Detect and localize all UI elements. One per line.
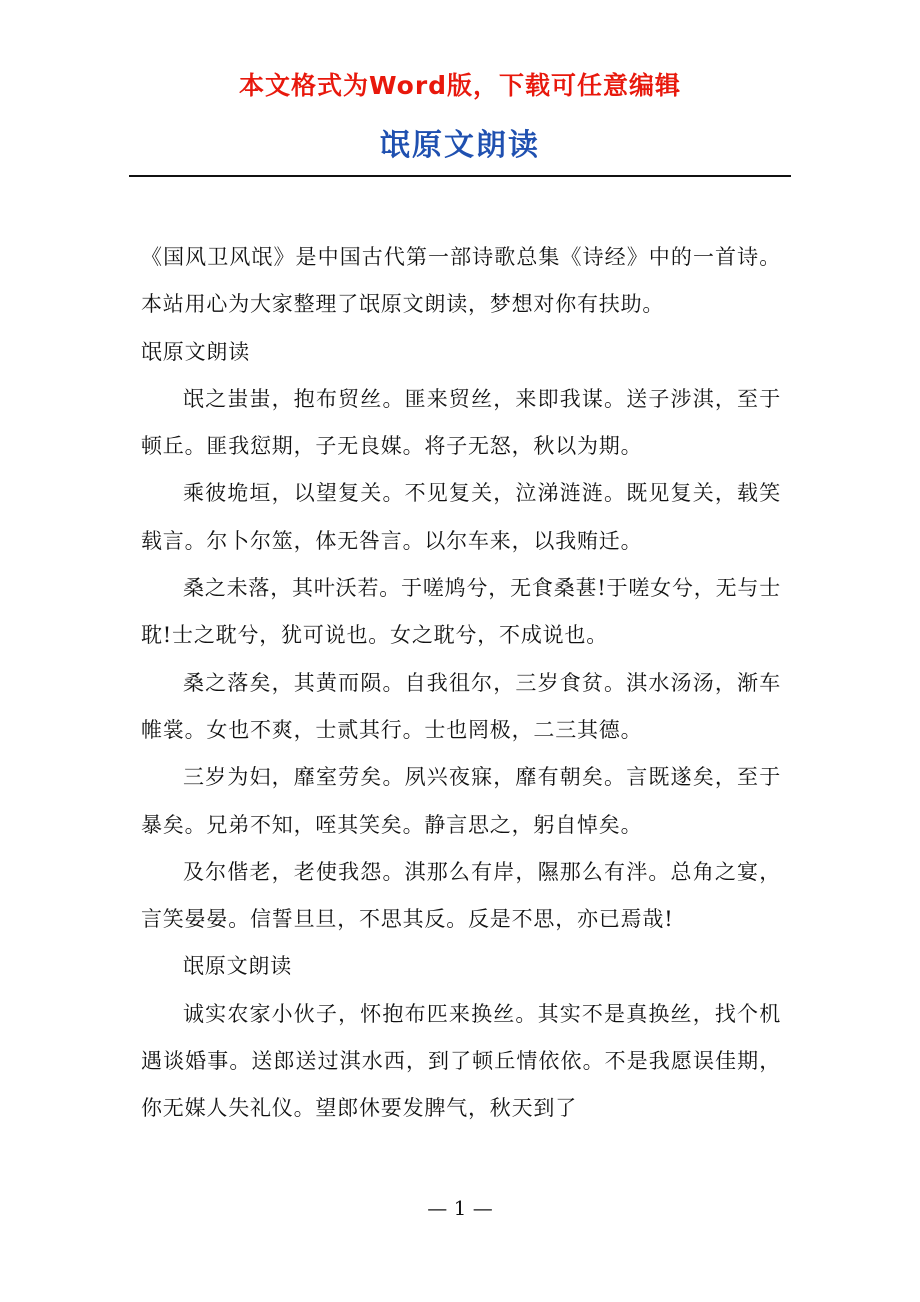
document-title: 氓原文朗读 [380, 128, 540, 163]
page-number: — 1 — [427, 1196, 493, 1220]
paragraph: 及尔偕老，老使我怨。淇那么有岸，隰那么有泮。总角之宴，言笑晏晏。信誓旦旦，不思其反。反是不思，亦已焉哉! [141, 859, 781, 932]
title-divider [129, 175, 791, 177]
paragraph: 桑之落矣，其黄而陨。自我徂尔，三岁食贫。淇水汤汤，渐车帷裳。女也不爽，士贰其行。士也罔极，二三其德。 [141, 670, 781, 742]
paragraph: 乘彼垝垣，以望复关。不见复关，泣涕涟涟。既见复关，载笑载言。尔卜尔筮，体无咎言。以尔车来，以我贿迁。 [141, 481, 781, 553]
paragraph: 桑之未落，其叶沃若。于嗟鸠兮，无食桑葚!于嗟女兮，无与士耽!士之耽兮，犹可说也。女之耽兮，不成说也。 [141, 576, 781, 648]
paragraph: 《国风卫风氓》是中国古代第一部诗歌总集《诗经》中的一首诗。本站用心为大家整理了氓原文朗读，梦想对你有扶助。 [141, 245, 781, 317]
download-banner: 本文格式为Word版，下载可任意编辑 [238, 71, 682, 100]
paragraph: 三岁为妇，靡室劳矣。夙兴夜寐，靡有朝矣。言既遂矣，至于暴矣。兄弟不知，咥其笑矣。静言思之，躬自悼矣。 [141, 765, 781, 837]
paragraph: 氓原文朗读 [183, 954, 292, 979]
paragraph: 氓之蚩蚩，抱布贸丝。匪来贸丝，来即我谋。送子涉淇，至于顿丘。匪我愆期，子无良媒。将子无怒，秋以为期。 [141, 386, 781, 459]
paragraph: 诚实农家小伙子，怀抱布匹来换丝。其实不是真换丝，找个机遇谈婚事。送郎送过淇水西，到了顿丘情依依。不是我愿误佳期，你无媒人失礼仪。望郎休要发脾气，秋天到了 [141, 1001, 781, 1121]
paragraph: 氓原文朗读 [141, 339, 250, 364]
document-body [141, 234, 781, 1133]
